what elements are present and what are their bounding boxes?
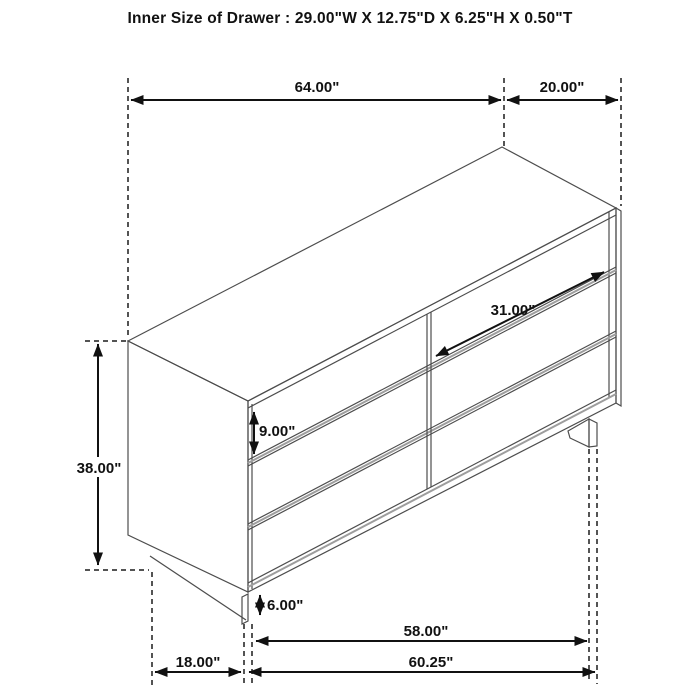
front-right-leg [568,419,589,447]
front-top-rail [248,215,616,408]
extension-lines [85,78,621,687]
dim-label-base-overall-width: 60.25" [408,654,454,671]
dim-label-drawer-height: 9.00" [259,423,296,440]
drawer-gap-line [248,331,616,524]
dim-label-top-depth: 20.00" [539,79,585,96]
dimension-labels [72,79,584,671]
front-bottom-shade [248,394,616,587]
dresser-right-edge [616,208,621,406]
dresser-drawing [128,147,621,624]
dim-label-base-inner-width: 58.00" [403,623,449,640]
dim-label-drawer-width: 31.00" [490,302,536,319]
base-bottom-edge [150,556,246,620]
front-bottom-rail [248,390,616,583]
dim-label-overall-height: 38.00" [76,460,122,477]
dresser-left-panel [128,341,248,592]
dimension-arrows [98,100,618,672]
dim-label-top-width: 64.00" [294,79,340,96]
dim-label-leg-height: 6.00" [267,597,304,614]
dresser-front-face [248,208,616,592]
front-right-leg-side [589,419,597,447]
diagram-title: Inner Size of Drawer : 29.00"W X 12.75"D X 6.25"H X 0.50"T [127,10,573,27]
drawer-gap-line [248,273,616,466]
dresser-top-face [128,147,616,401]
dim-label-base-side-depth: 18.00" [175,654,221,671]
